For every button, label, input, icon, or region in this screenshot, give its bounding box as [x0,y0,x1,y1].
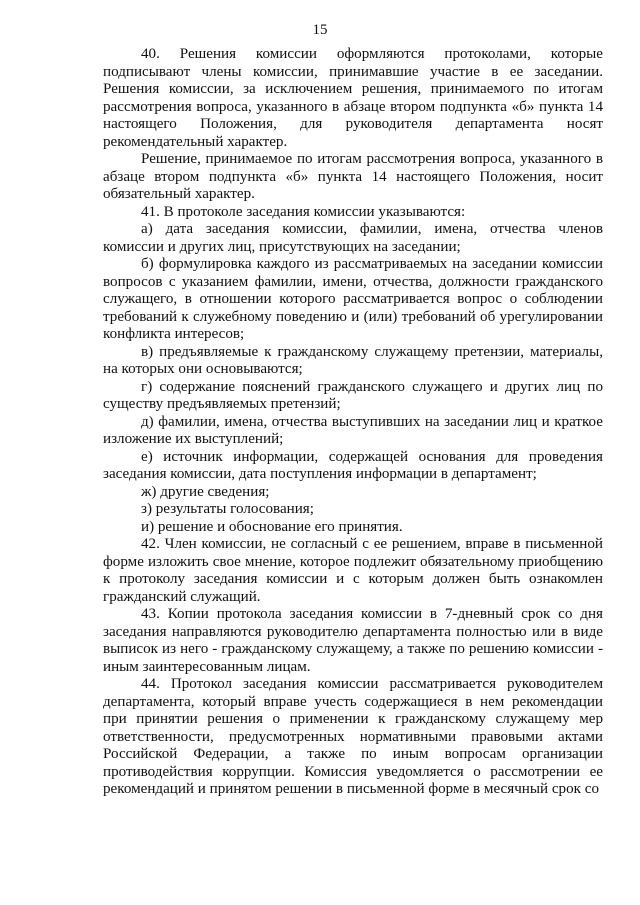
list-item-e: е) источник информации, содержащей основания для проведения заседания комиссии, дата поступления информации в департамент; [103,448,603,482]
list-item-b: б) формулировка каждого из рассматриваемых на заседании комиссии вопросов с указанием фамилии, имени, отчества, должности гражданского служащего, в отношении которого рассматривается вопрос о соблюдении требований к служебному поведению и (или) требований об урегулировании конфликта интересов; [103,256,603,342]
page-number: 15 [312,22,328,38]
document-body [103,46,603,799]
paragraph-43: 43. Копии протокола заседания комиссии в 7-дневный срок со дня заседания направляются руководителю департамента полностью или в виде выписок из него - гражданскому служащему, а также по решению комиссии - иным заинтересованным лицам. [103,606,603,675]
paragraph-44: 44. Протокол заседания комиссии рассматривается руководителем департамента, который вправе учесть содержащиеся в нем рекомендации при принятии решения о применении к гражданскому служащему мер ответственности, предусмотренных нормативными правовыми актами Российской Федерации, а также по иным вопросам организации противодействия коррупции. Комиссия уведомляется о рассмотрении ее рекомендаций и принятом решении в письменной форме в месячный срок со [103,676,603,797]
list-item-d: д) фамилии, имена, отчества выступивших на заседании лиц и краткое изложение их выступлений; [103,413,603,447]
paragraph-40-decision: Решение, принимаемое по итогам рассмотрения вопроса, указанного в абзаце втором подпункта «б» пункта 14 настоящего Положения, носит обязательный характер. [103,151,603,202]
list-item-v: в) предъявляемые к гражданскому служащему претензии, материалы, на которых они основываются; [103,343,603,377]
paragraph-42: 42. Член комиссии, не согласный с ее решением, вправе в письменной форме изложить свое мнение, которое подлежит обязательному приобщению к протоколу заседания комиссии и с которым должен быть ознакомлен гражданский служащий. [103,536,603,605]
paragraph-40: 40. Решения комиссии оформляются протоколами, которые подписывают члены комиссии, принимавшие участие в ее заседании. Решения комиссии, за исключением решения, принимаемого по итогам рассмотрения вопроса, указанного в абзаце втором подпункта «б» пункта 14 настоящего Положения, для руководителя департамента носят рекомендательный характер. [103,46,603,150]
list-item-i: и) решение и обоснование его принятия. [141,518,403,535]
list-item-z: з) результаты голосования; [141,501,314,517]
list-item-g: г) содержание пояснений гражданского служащего и других лиц по существу предъявляемых претензий; [103,378,603,412]
list-item-zh: ж) другие сведения; [141,483,270,500]
list-item-a: а) дата заседания комиссии, фамилии, имена, отчества членов комиссии и других лиц, присутствующих на заседании; [103,221,603,255]
paragraph-41: 41. В протоколе заседания комиссии указываются: [141,203,466,220]
